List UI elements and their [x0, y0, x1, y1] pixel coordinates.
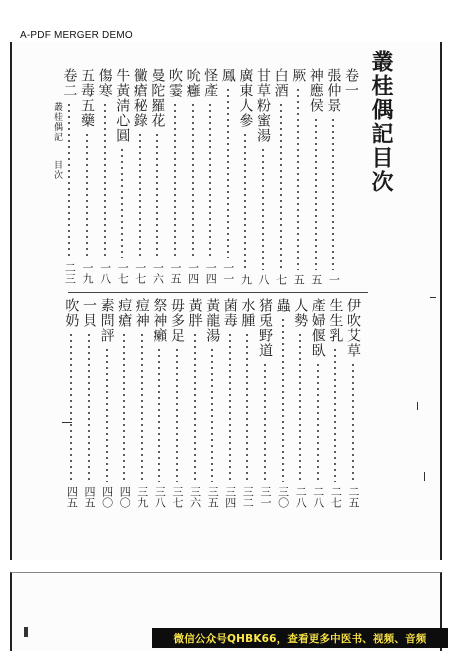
toc-top-entry-label: 曼陀羅花	[149, 68, 166, 128]
toc-bottom-leader-dots	[123, 332, 125, 482]
toc-top-entry-page: 九	[239, 274, 253, 285]
toc-top-leader-dots	[244, 132, 246, 270]
side-header-section: 目次	[52, 160, 62, 180]
toc-top-leader-dots	[139, 132, 141, 258]
toc-top-entry-page: 一四	[204, 262, 218, 284]
toc-bottom-entry-page: 三四	[223, 486, 237, 508]
margin-mark	[424, 472, 425, 481]
toc-bottom-entry-page: 三六	[188, 486, 202, 508]
toc-bottom-leader-dots	[106, 347, 108, 482]
toc-bottom-entry-page: 二七	[329, 486, 343, 508]
toc-top-entry-page: 八	[257, 274, 270, 285]
toc-top-entry-label: 甘草粉蜜湯	[255, 68, 271, 143]
toc-top-entry-label: 神應侯	[307, 68, 324, 113]
toc-bottom-entry-label: 產婦偃臥	[309, 298, 326, 358]
page-title: 叢桂偶記目次	[368, 50, 394, 194]
toc-top-entry-page: 一六	[151, 262, 165, 284]
toc-bottom-entry-page: 四〇	[100, 486, 114, 508]
toc-top-leader-dots	[104, 102, 106, 258]
margin-mark	[430, 297, 436, 298]
toc-bottom-entry-page: 三九	[135, 486, 149, 508]
toc-bottom-entry-label: 伊吹艾草	[345, 298, 361, 358]
toc-bottom-entry-label: 素問評	[98, 298, 115, 343]
toc-bottom-entry-page: 二八	[311, 486, 325, 508]
toc-top-entry-label: 白酒	[272, 68, 289, 98]
side-header	[52, 102, 61, 180]
toc-top-leader-dots	[280, 102, 282, 270]
toc-top-leader-dots	[209, 102, 211, 258]
toc-top-entry-label: 卷一	[343, 68, 359, 98]
toc-top-entry-label: 傷寒	[96, 68, 113, 98]
toc-bottom-leader-dots	[70, 332, 72, 482]
toc-top-entry-label: 吹霎	[167, 68, 183, 98]
toc-top-entry-label: 張仲景	[325, 68, 342, 113]
toc-bottom-entry-page: 三一	[259, 486, 272, 508]
toc-bottom-entry-page: 四五	[83, 486, 96, 508]
toc-bottom-entry-label: 吹奶	[63, 298, 80, 328]
toc-top-entry-page: 一	[327, 274, 341, 285]
watermark-text: A-PDF MERGER DEMO	[20, 30, 133, 41]
margin-mark	[417, 402, 418, 410]
toc-bottom-entry-label: 蟲	[274, 298, 291, 313]
toc-bottom-entry-page: 三五	[206, 486, 220, 508]
toc-bottom-leader-dots	[176, 347, 178, 482]
toc-top-leader-dots	[121, 147, 123, 258]
toc-bottom-entry-label: 黃龍湯	[204, 298, 221, 343]
toc-bottom-entry-label: 一貝	[81, 298, 97, 328]
toc-bottom-entry-label: 水腫	[239, 298, 256, 328]
toc-top-entry-label: 吮癰	[184, 68, 201, 98]
toc-bottom-entry-page: 二五	[347, 486, 360, 508]
toc-bottom-leader-dots	[194, 332, 196, 482]
toc-bottom-leader-dots	[229, 332, 231, 482]
toc-top-leader-dots	[86, 132, 88, 258]
toc-bottom-entry-label: 菌毒	[221, 298, 238, 328]
toc-top-entry-page: 一五	[169, 262, 182, 284]
toc-top-leader-dots	[68, 102, 70, 258]
toc-top-leader-dots	[332, 117, 334, 270]
toc-bottom-entry-page: 三七	[171, 486, 184, 508]
toc-top-entry-label: 怪產	[202, 68, 219, 98]
toc-bottom-leader-dots	[141, 332, 143, 482]
section-divider	[68, 292, 368, 293]
toc-bottom-entry-label: 祭神癩	[151, 298, 168, 343]
toc-bottom-leader-dots	[282, 317, 284, 482]
toc-top-leader-dots	[227, 87, 229, 258]
toc-top-entry-label: 五毒五藥	[79, 68, 95, 128]
toc-bottom-entry-label: 毋多足	[169, 298, 185, 343]
toc-bottom-leader-dots	[158, 347, 160, 482]
toc-top-entry-label: 黴瘡秘錄	[131, 68, 148, 128]
toc-top-entry-page: 二三	[63, 262, 77, 284]
toc-top-leader-dots	[315, 117, 317, 270]
toc-bottom-entry-page: 三八	[153, 486, 167, 508]
page-mark	[24, 627, 28, 637]
toc-top-entry-page: 五	[292, 274, 306, 285]
toc-page	[10, 42, 442, 560]
toc-top-entry-page: 一八	[98, 262, 112, 284]
toc-bottom-leader-dots	[299, 332, 301, 482]
toc-bottom-leader-dots	[334, 347, 336, 482]
toc-top-leader-dots	[156, 132, 158, 258]
toc-bottom-leader-dots	[246, 332, 248, 482]
toc-top-entry-page: 一一	[221, 262, 235, 284]
toc-bottom-entry-page: 二八	[294, 486, 308, 508]
toc-bottom-leader-dots	[88, 332, 90, 482]
toc-top-entry-page: 五	[309, 274, 323, 285]
toc-bottom-leader-dots	[317, 362, 319, 482]
toc-bottom-entry-label: 痘瘡	[116, 298, 133, 328]
toc-top-leader-dots	[297, 87, 299, 270]
toc-top-leader-dots	[262, 147, 264, 270]
toc-bottom-entry-label: 痘神	[133, 298, 150, 328]
toc-top-entry-page: 一七	[116, 262, 130, 284]
toc-top-leader-dots	[192, 102, 194, 258]
toc-bottom-entry-label: 人勢	[292, 298, 309, 328]
toc-bottom-entry-page: 四五	[65, 486, 79, 508]
toc-top-leader-dots	[174, 102, 176, 258]
toc-bottom-entry-label: 生生乳	[327, 298, 344, 343]
toc-top-entry-label: 廣東人參	[237, 68, 254, 128]
toc-bottom-entry-page: 三〇	[276, 486, 290, 508]
toc-bottom-leader-dots	[352, 362, 354, 482]
toc-top-entry-page: 七	[274, 274, 288, 285]
side-header-book: 叢桂偶記	[52, 102, 62, 142]
toc-bottom-leader-dots	[211, 347, 213, 482]
toc-top-entry-label: 厥	[290, 68, 307, 83]
toc-top-entry-page: 一九	[81, 262, 94, 284]
footer-banner: 微信公众号QHBK66，查看更多中医书、视频、音频	[152, 628, 448, 648]
toc-bottom-leader-dots	[264, 362, 266, 482]
toc-top-entry-page: 一四	[186, 262, 200, 284]
toc-bottom-entry-label: 黃胖	[186, 298, 203, 328]
toc-bottom-entry-page: 四〇	[118, 486, 132, 508]
toc-top-entry-label: 卷二	[61, 68, 78, 98]
toc-bottom-entry-label: 猪兎野道	[257, 298, 273, 358]
toc-top-entry-label: 牛黃淸心圓	[114, 68, 131, 143]
toc-top-entry-page: 一七	[133, 262, 147, 284]
toc-bottom-entry-page: 三二	[241, 486, 255, 508]
toc-top-entry-label: 鳳	[219, 68, 236, 83]
